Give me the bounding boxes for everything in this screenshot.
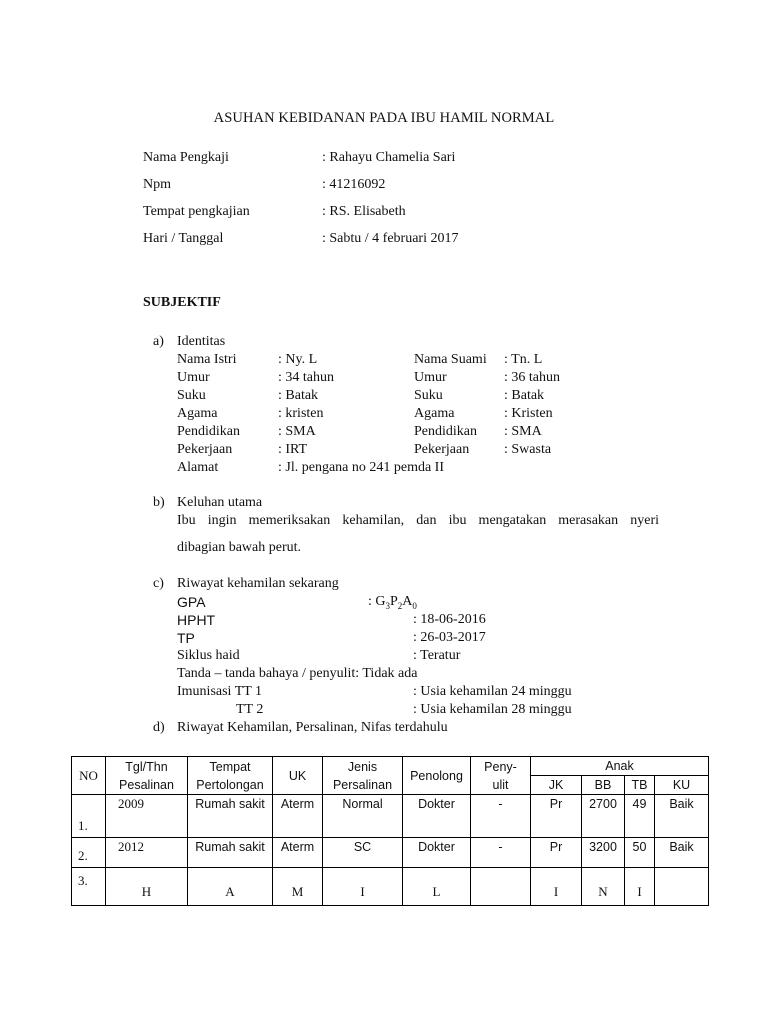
istri-label-agama: Agama (177, 406, 218, 421)
cell-penolong: Dokter (403, 838, 471, 868)
cell-tb: I (625, 868, 655, 906)
cell-bb: 2700 (582, 795, 625, 838)
cell-uk: Aterm (273, 838, 323, 868)
header-value-tempat: : RS. Elisabeth (322, 204, 406, 219)
cell-jenis: I (323, 868, 403, 906)
section-heading-subjektif: SUBJEKTIF (143, 295, 221, 310)
istri-value-agama: : kristen (278, 406, 324, 421)
th-bb: BB (582, 776, 625, 795)
cell-no: 1. (72, 795, 106, 838)
tp-label: TP (177, 630, 195, 646)
document-title: ASUHAN KEBIDANAN PADA IBU HAMIL NORMAL (213, 110, 555, 126)
istri-label-nama: Nama Istri (177, 352, 237, 367)
tt2-label: TT 2 (236, 702, 264, 717)
list-marker-c: c) (153, 576, 164, 591)
istri-label-suku: Suku (177, 388, 206, 403)
riwayat-terdahulu-title: Riwayat Kehamilan, Persalinan, Nifas terdahulu (177, 720, 448, 735)
header-label-pengkaji: Nama Pengkaji (143, 150, 229, 165)
th-penyulit: Peny- ulit (471, 757, 531, 795)
suami-label-suku: Suku (414, 388, 443, 403)
siklus-value: : Teratur (413, 648, 461, 663)
cell-tgl: H (106, 868, 188, 906)
riwayat-table (71, 756, 709, 906)
keluhan-title: Keluhan utama (177, 495, 263, 510)
hpht-value: : 18-06-2016 (413, 612, 486, 627)
suami-value-nama: : Tn. L (504, 352, 543, 367)
cell-tempat: Rumah sakit (188, 795, 273, 838)
istri-value-alamat: : Jl. pengana no 241 pemda II (278, 460, 445, 475)
istri-value-pekerjaan: : IRT (278, 442, 308, 457)
th-tempat: Tempat Pertolongan (188, 757, 273, 795)
suami-value-agama: : Kristen (504, 406, 553, 421)
istri-value-umur: : 34 tahun (278, 370, 334, 385)
header-label-tanggal: Hari / Tanggal (143, 231, 224, 246)
cell-jk: Pr (531, 838, 582, 868)
header-value-pengkaji: : Rahayu Chamelia Sari (322, 150, 456, 165)
header-label-npm: Npm (143, 177, 171, 192)
list-marker-a: a) (153, 334, 164, 349)
th-no: NO (72, 757, 106, 795)
table-row (72, 868, 709, 906)
tanda-bahaya: Tanda – tanda bahaya / penyulit: Tidak ada (177, 666, 418, 681)
cell-jenis: Normal (323, 795, 403, 838)
istri-value-nama: : Ny. L (278, 352, 318, 367)
tt2-value: : Usia kehamilan 28 minggu (413, 702, 572, 717)
cell-tgl: 2009 (106, 795, 188, 838)
cell-penyulit: - (471, 795, 531, 838)
cell-penolong: L (403, 868, 471, 906)
suami-label-pekerjaan: Pekerjaan (414, 442, 470, 457)
gpa-value: : $G_3P_2A_0$ (368, 594, 417, 611)
cell-ku: Baik (655, 795, 709, 838)
th-anak: Anak (531, 757, 709, 776)
siklus-label: Siklus haid (177, 648, 240, 663)
suami-value-pekerjaan: : Swasta (504, 442, 552, 457)
suami-label-nama: Nama Suami (414, 352, 487, 367)
table-row (72, 795, 709, 838)
istri-label-alamat: Alamat (177, 460, 219, 475)
cell-tb: 50 (625, 838, 655, 868)
header-label-tempat: Tempat pengkajian (143, 204, 250, 219)
th-penolong: Penolong (403, 757, 471, 795)
istri-value-pendidikan: : SMA (278, 424, 316, 439)
cell-penolong: Dokter (403, 795, 471, 838)
cell-tempat: A (188, 868, 273, 906)
istri-value-suku: : Batak (278, 388, 319, 403)
suami-value-suku: : Batak (504, 388, 545, 403)
cell-tb: 49 (625, 795, 655, 838)
th-jk: JK (531, 776, 582, 795)
cell-penyulit: - (471, 838, 531, 868)
suami-label-agama: Agama (414, 406, 455, 421)
gpa-label: GPA (177, 594, 206, 610)
th-tb: TB (625, 776, 655, 795)
cell-uk: M (273, 868, 323, 906)
istri-label-pendidikan: Pendidikan (177, 424, 240, 439)
cell-no: 3. (72, 868, 106, 906)
list-marker-d: d) (153, 720, 165, 735)
list-marker-b: b) (153, 495, 165, 510)
cell-bb: N (582, 868, 625, 906)
istri-label-umur: Umur (177, 370, 210, 385)
cell-jenis: SC (323, 838, 403, 868)
riwayat-sekarang-title: Riwayat kehamilan sekarang (177, 576, 339, 591)
table-row (72, 838, 709, 868)
istri-label-pekerjaan: Pekerjaan (177, 442, 233, 457)
header-value-npm: : 41216092 (322, 177, 386, 192)
cell-no: 2. (72, 838, 106, 868)
th-uk: UK (273, 757, 323, 795)
suami-value-umur: : 36 tahun (504, 370, 560, 385)
suami-value-pendidikan: : SMA (504, 424, 542, 439)
cell-ku: Baik (655, 838, 709, 868)
th-tgl: Tgl/Thn Pesalinan (106, 757, 188, 795)
imunisasi-value: : Usia kehamilan 24 minggu (413, 684, 572, 699)
th-jenis: Jenis Persalinan (323, 757, 403, 795)
cell-jk: I (531, 868, 582, 906)
cell-ku (655, 868, 709, 906)
identitas-title: Identitas (177, 334, 226, 349)
hpht-label: HPHT (177, 612, 216, 628)
imunisasi-label: Imunisasi TT 1 (177, 684, 263, 699)
keluhan-text-line1: Ibu ingin memeriksakan kehamilan, dan ibu mengatakan merasakan nyeri (177, 513, 659, 528)
cell-uk: Aterm (273, 795, 323, 838)
cell-tgl: 2012 (106, 838, 188, 868)
tp-value: : 26-03-2017 (413, 630, 486, 645)
cell-penyulit (471, 868, 531, 906)
keluhan-text-line2: dibagian bawah perut. (177, 540, 302, 555)
suami-label-umur: Umur (414, 370, 447, 385)
cell-tempat: Rumah sakit (188, 838, 273, 868)
cell-bb: 3200 (582, 838, 625, 868)
cell-jk: Pr (531, 795, 582, 838)
th-ku: KU (655, 776, 709, 795)
header-value-tanggal: : Sabtu / 4 februari 2017 (322, 231, 459, 246)
suami-label-pendidikan: Pendidikan (414, 424, 477, 439)
